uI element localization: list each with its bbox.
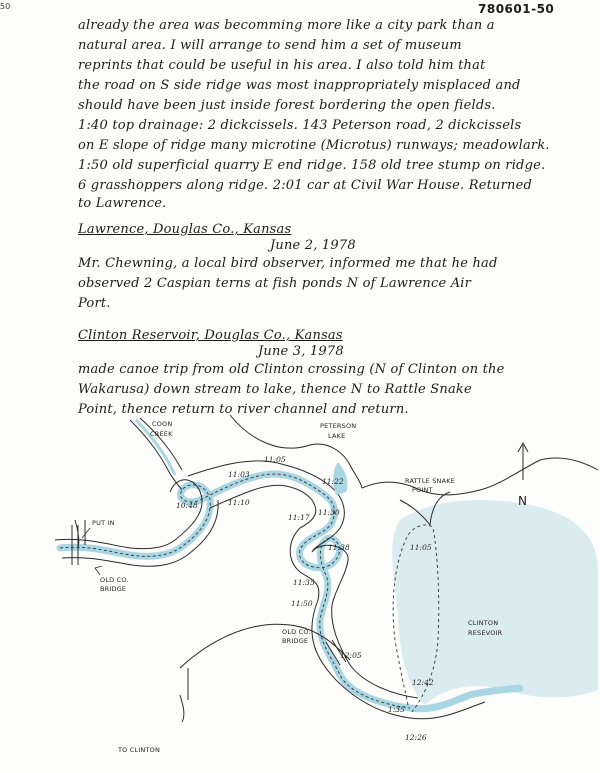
- label-rattle-snake-point: POINT: [412, 486, 433, 494]
- time-label: 11:22: [322, 477, 344, 486]
- entry-1-line: 1:50 old superficial quarry E end ridge. 158 old tree stump on ridge.: [78, 158, 546, 173]
- time-label: 10:48: [176, 501, 198, 510]
- entry-2-line: Mr. Chewning, a local bird observer, informed me that he had: [78, 256, 498, 271]
- entry-1-line: on E slope of ridge many microtine (Microtus) runways; meadowlark.: [78, 138, 550, 153]
- entry-3-line: Wakarusa) down stream to lake, thence N to Rattle Snake: [78, 382, 472, 397]
- road-to-clinton: [180, 668, 188, 722]
- time-label: 11:10: [228, 498, 250, 507]
- upper-shore-line: [362, 458, 598, 495]
- entry-2-line: observed 2 Caspian terns at fish ponds N of Lawrence Air: [78, 276, 472, 291]
- time-label: 11:05: [264, 455, 286, 464]
- label-peterson-lake: PETERSON: [320, 422, 357, 430]
- label-old-co-bridge-2: BRIDGE: [282, 637, 309, 645]
- north-label: N: [518, 494, 527, 508]
- label-rattle-snake-point: RATTLE SNAKE: [405, 477, 456, 485]
- time-label: 1:35: [388, 705, 405, 714]
- entry-3-line: Point, thence return to river channel and return.: [78, 402, 409, 417]
- reservoir-wash: [392, 500, 598, 705]
- entry-3-date: June 3, 1978: [258, 344, 344, 359]
- entry-1-line: already the area was becomming more like a city park than a: [78, 18, 495, 33]
- coon-creek-water: [136, 420, 175, 475]
- time-label: 11:05: [410, 543, 432, 552]
- time-label: 11:35: [293, 578, 315, 587]
- entry-2-heading: Lawrence, Douglas Co., Kansas: [78, 222, 292, 237]
- time-label: 12:26: [405, 733, 427, 742]
- entry-1-line: natural area. I will arrange to send him a set of museum: [78, 38, 462, 53]
- arrow-icon: [95, 566, 102, 575]
- label-clinton-reservoir: CLINTON: [468, 619, 499, 627]
- label-to-clinton: TO CLINTON: [118, 746, 161, 754]
- label-old-co-bridge: BRIDGE: [100, 585, 127, 593]
- label-old-co-bridge-2: OLD CO.: [282, 628, 311, 636]
- entry-1-line: 1:40 top drainage: 2 dickcissels. 143 Peterson road, 2 dickcissels: [78, 118, 522, 133]
- entry-3-line: made canoe trip from old Clinton crossing (N of Clinton on the: [78, 362, 505, 377]
- entry-1-line: reprints that could be useful in his area. I also told him that: [78, 58, 486, 73]
- entry-2-date: June 2, 1978: [270, 238, 356, 253]
- label-peterson-lake: LAKE: [328, 432, 346, 440]
- label-old-co-bridge: OLD CO.: [100, 576, 129, 584]
- label-clinton-reservoir: RESEVOIR: [468, 629, 503, 637]
- entry-1-line: should have been just inside forest bordering the open fields.: [78, 98, 496, 113]
- time-label: 11:30: [318, 508, 340, 517]
- entry-1-line: to Lawrence.: [78, 196, 167, 211]
- time-label: 12:05: [340, 651, 362, 660]
- time-label: 11:38: [328, 543, 350, 552]
- corner-mark: 50: [0, 2, 11, 11]
- label-coon-creek: CREEK: [150, 430, 173, 438]
- time-label: 11:03: [228, 470, 250, 479]
- entry-2-line: Port.: [78, 296, 111, 311]
- entry-1-line: the road on S side ridge was most inappropriately misplaced and: [78, 78, 521, 93]
- arrow-icon: [82, 528, 90, 538]
- time-label: 11:17: [288, 513, 310, 522]
- time-label: 11:50: [291, 599, 313, 608]
- label-put-in: PUT IN: [92, 519, 115, 527]
- entry-3-heading: Clinton Reservoir, Douglas Co., Kansas: [78, 328, 343, 343]
- page-id: 780601-50: [478, 2, 555, 16]
- label-coon-creek: COON: [152, 420, 173, 428]
- time-label: 12:42: [412, 678, 434, 687]
- entry-1-line: 6 grasshoppers along ridge. 2:01 car at Civil War House. Returned: [78, 178, 533, 193]
